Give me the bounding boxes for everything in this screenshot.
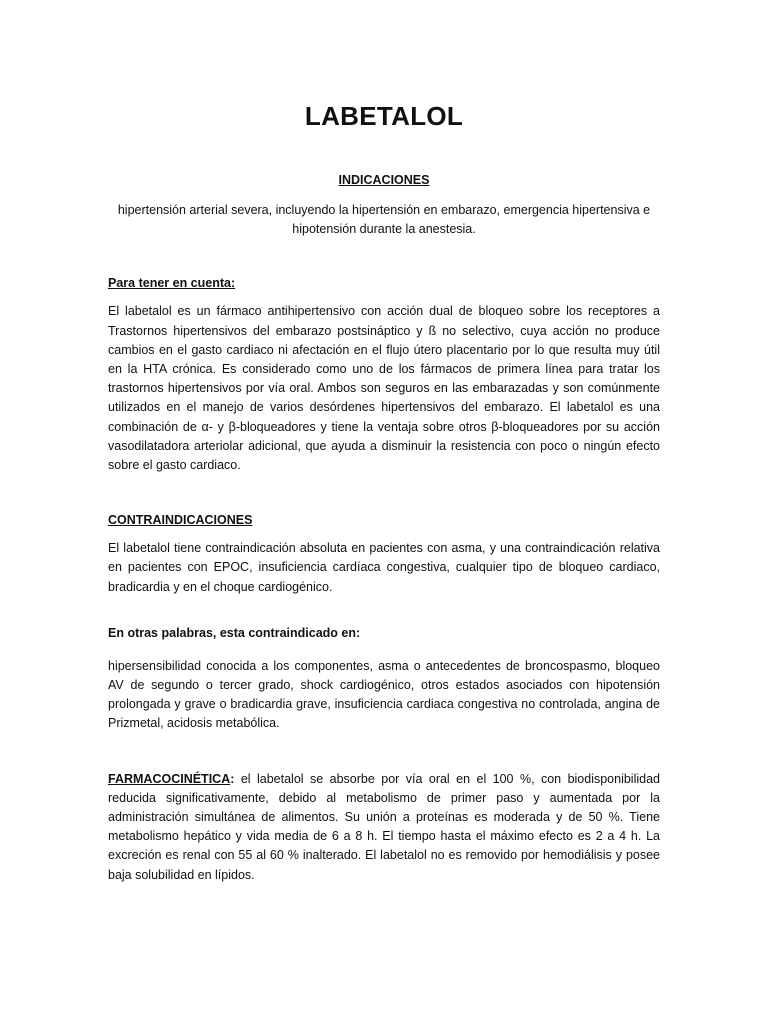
otras-palabras-text: hipersensibilidad conocida a los componentes, asma o antecedentes de broncospasmo, bloqueo AV de segundo o tercer grado, shock cardiogénico, otros estados asociados con hipotensión prolongada y grave o bradicardia grave, insuficiencia cardiaca congestiva no controlada, angina de Prizmetal, acidosis metabólica. bbox=[108, 658, 660, 731]
contraindicaciones-heading: CONTRAINDICACIONES bbox=[108, 513, 253, 528]
contraindicaciones-text: El labetalol tiene contraindicación absoluta en pacientes con asma, y una contraindicación relativa en pacientes con EPOC, insuficiencia cardíaca congestiva, cualquier tipo de bloqueo cardiaco, bradicardia y en el choque cardiogénico. bbox=[108, 541, 660, 594]
para-tener-section bbox=[108, 274, 660, 293]
para-tener-text: El labetalol es un fármaco antihipertensivo con acción dual de bloqueo sobre los receptores a Trastornos hipertensivos del embarazo postsináptico y ß no selectivo, cuya acción no produce cambios en el gasto cardiaco ni afectación en el flujo útero placentario por lo que resulta muy útil en la HTA crónica. Es considerado como uno de los fármacos de primera línea para tratar los trastornos hipertensivos por vía oral. Ambos son seguros en las embarazadas y son comúnmente utilizados en el manejo de varios desórdenes hipertensivos del embarazo. El labetalol es una combinación de α- y β-bloqueadores y tiene la ventaja sobre otros β-bloqueadores por su acción vasodilatadora arteriolar adicional, que ayuda a disminuir la resistencia con poco o ningún efecto sobre el gasto cardiaco. bbox=[108, 304, 660, 473]
contraindicaciones-section bbox=[108, 511, 660, 530]
indicaciones-section bbox=[108, 171, 660, 190]
document-title: LABETALOL bbox=[304, 101, 464, 131]
farmacocinetica-paragraph bbox=[108, 770, 660, 885]
farmacocinetica-text: el labetalol se absorbe por vía oral en el 100 %, con biodisponibilidad reducida significativamente, debido al metabolismo de primer paso y aumentada por la administración simultánea de alimentos. Su unión a proteínas es moderada y de 50 %. Tiene metabolismo hepático y vida media de 6 a 8 h. El tiempo hasta el máximo efecto es 2 a 4 h. La excreción es renal con 55 al 60 % inalterado. El labetalol no es removido por hemodiálisis y posee baja solubilidad en lípidos. bbox=[108, 771, 660, 882]
indicaciones-heading: INDICACIONES bbox=[338, 173, 430, 187]
farmacocinetica-colon: : bbox=[230, 771, 235, 786]
farmacocinetica-heading: FARMACOCINÉTICA bbox=[108, 771, 231, 786]
indicaciones-text: hipertensión arterial severa, incluyendo la hipertensión en embarazo, emergencia hipertensiva e hipotensión durante la anestesia. bbox=[117, 203, 651, 237]
para-tener-heading: Para tener en cuenta: bbox=[108, 276, 236, 291]
otras-palabras-heading: En otras palabras, esta contraindicado en: bbox=[108, 625, 361, 640]
